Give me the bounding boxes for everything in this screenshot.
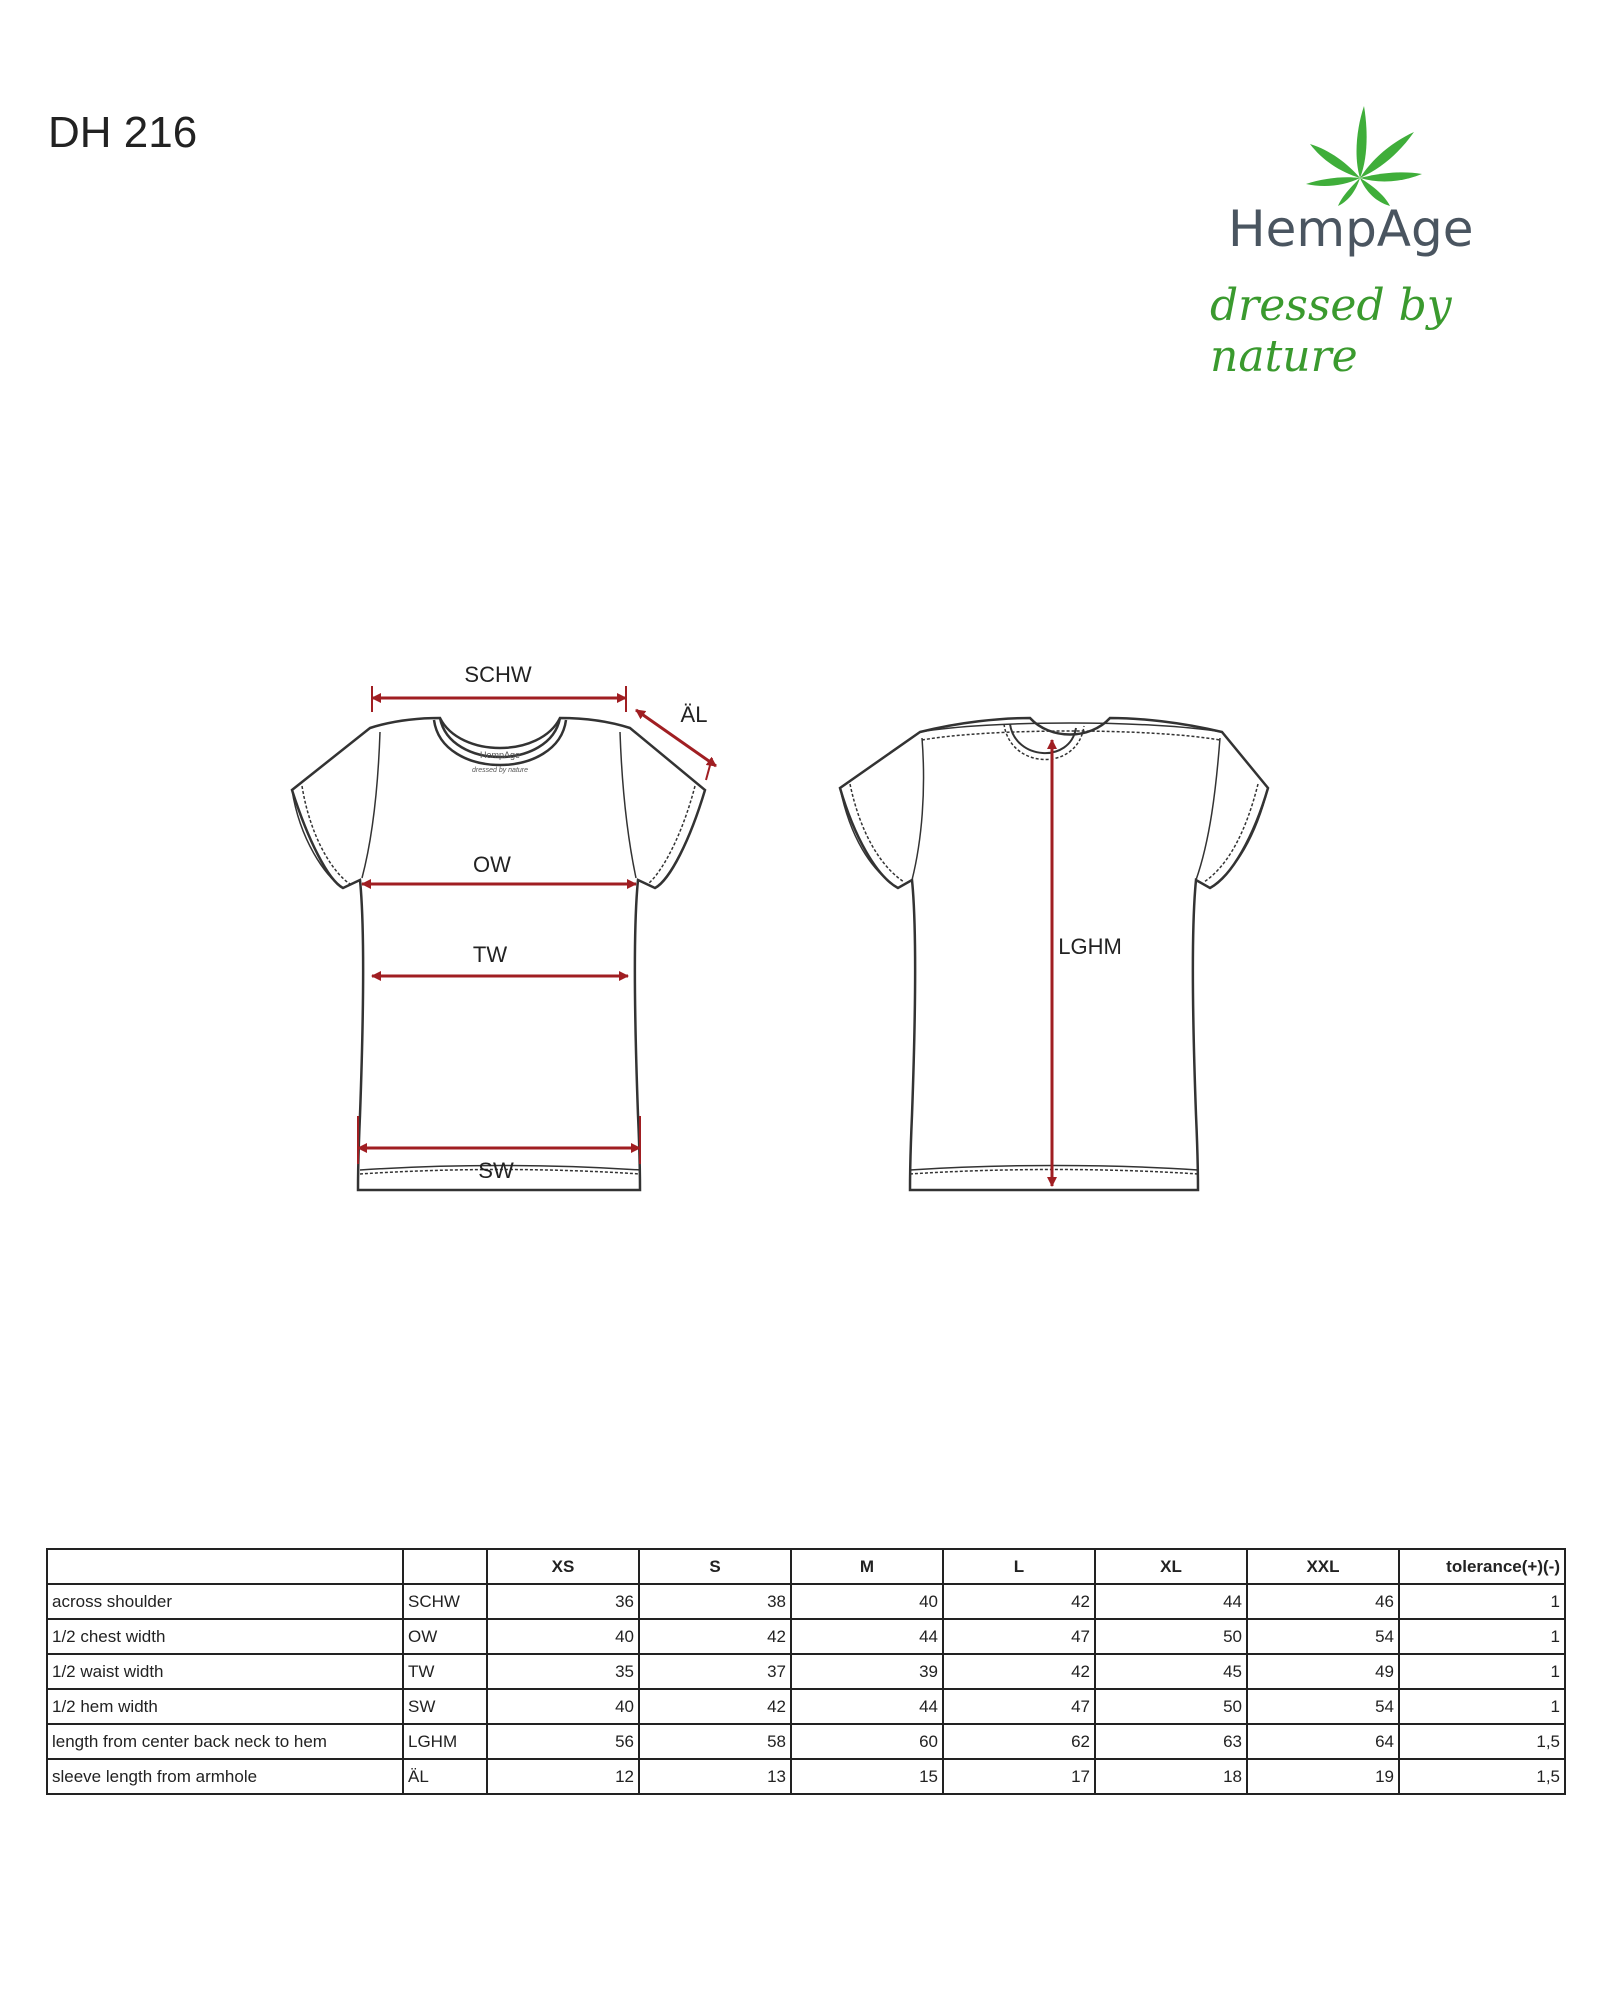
neck-label-slogan: dressed by nature (471, 767, 529, 774)
row-label: length from center back neck to hem (47, 1724, 403, 1759)
cell-value: 50 (1095, 1619, 1247, 1654)
cell-value: 44 (1095, 1584, 1247, 1619)
table-row (47, 1584, 1565, 1619)
cell-value: 47 (943, 1619, 1095, 1654)
table-row (47, 1759, 1565, 1794)
row-code: TW (403, 1654, 487, 1689)
cell-value: 56 (487, 1724, 639, 1759)
cell-value: 42 (639, 1619, 791, 1654)
cell-tolerance: 1,5 (1399, 1759, 1565, 1794)
cell-tolerance: 1 (1399, 1619, 1565, 1654)
header-size-l: L (943, 1549, 1095, 1584)
table-header-row (47, 1549, 1565, 1584)
tshirt-measurement-drawing (0, 640, 1600, 1200)
size-chart (46, 1548, 1564, 1795)
row-label: 1/2 waist width (47, 1654, 403, 1689)
cell-value: 54 (1247, 1619, 1399, 1654)
row-code: SCHW (403, 1584, 487, 1619)
cell-value: 15 (791, 1759, 943, 1794)
cell-value: 19 (1247, 1759, 1399, 1794)
table-row (47, 1689, 1565, 1724)
header-size-xxl: XXL (1247, 1549, 1399, 1584)
cell-value: 36 (487, 1584, 639, 1619)
row-code: LGHM (403, 1724, 487, 1759)
cell-value: 50 (1095, 1689, 1247, 1724)
cell-value: 17 (943, 1759, 1095, 1794)
cell-tolerance: 1 (1399, 1654, 1565, 1689)
cell-value: 54 (1247, 1689, 1399, 1724)
product-code: DH 216 (48, 108, 198, 157)
cell-value: 47 (943, 1689, 1095, 1724)
row-code: SW (403, 1689, 487, 1724)
brand-name: HempAge (1228, 200, 1474, 258)
brand-slogan: dressed by nature (1210, 280, 1452, 382)
label-sw: SW (478, 1158, 514, 1183)
label-al: ÄL (680, 702, 708, 727)
header-size-xs: XS (487, 1549, 639, 1584)
cell-value: 42 (639, 1689, 791, 1724)
row-code: OW (403, 1619, 487, 1654)
size-table (46, 1548, 1566, 1795)
header-size-xl: XL (1095, 1549, 1247, 1584)
row-label: sleeve length from armhole (47, 1759, 403, 1794)
label-ow: OW (473, 852, 511, 877)
label-tw: TW (472, 942, 508, 967)
cell-value: 40 (487, 1619, 639, 1654)
row-code: ÄL (403, 1759, 487, 1794)
cell-value: 64 (1247, 1724, 1399, 1759)
cell-value: 58 (639, 1724, 791, 1759)
cell-value: 44 (791, 1619, 943, 1654)
cell-value: 40 (791, 1584, 943, 1619)
cell-value: 35 (487, 1654, 639, 1689)
brand-logo (1180, 100, 1540, 382)
cell-value: 37 (639, 1654, 791, 1689)
cell-value: 60 (791, 1724, 943, 1759)
label-lghm: LGHM (1058, 934, 1122, 959)
row-label: across shoulder (47, 1584, 403, 1619)
cell-tolerance: 1 (1399, 1584, 1565, 1619)
cell-value: 40 (487, 1689, 639, 1724)
cell-value: 38 (639, 1584, 791, 1619)
row-label: 1/2 chest width (47, 1619, 403, 1654)
cell-value: 44 (791, 1689, 943, 1724)
table-row (47, 1619, 1565, 1654)
cell-tolerance: 1,5 (1399, 1724, 1565, 1759)
back-view (840, 718, 1268, 1190)
cell-value: 12 (487, 1759, 639, 1794)
header-cell (403, 1549, 487, 1584)
cell-value: 46 (1247, 1584, 1399, 1619)
cell-value: 42 (943, 1654, 1095, 1689)
cell-tolerance: 1 (1399, 1689, 1565, 1724)
cell-value: 62 (943, 1724, 1095, 1759)
cell-value: 13 (639, 1759, 791, 1794)
header-size-m: M (791, 1549, 943, 1584)
header-tolerance: tolerance(+)(-) (1399, 1549, 1565, 1584)
label-schw: SCHW (464, 662, 532, 687)
cell-value: 63 (1095, 1724, 1247, 1759)
table-row (47, 1654, 1565, 1689)
row-label: 1/2 hem width (47, 1689, 403, 1724)
cell-value: 18 (1095, 1759, 1247, 1794)
cell-value: 45 (1095, 1654, 1247, 1689)
cell-value: 49 (1247, 1654, 1399, 1689)
table-row (47, 1724, 1565, 1759)
header-cell (47, 1549, 403, 1584)
cell-value: 39 (791, 1654, 943, 1689)
cell-value: 42 (943, 1584, 1095, 1619)
hemp-leaf-icon (1180, 100, 1540, 210)
neck-label-brand: HempAge (479, 750, 521, 760)
header-size-s: S (639, 1549, 791, 1584)
garment-diagram (0, 640, 1600, 1200)
